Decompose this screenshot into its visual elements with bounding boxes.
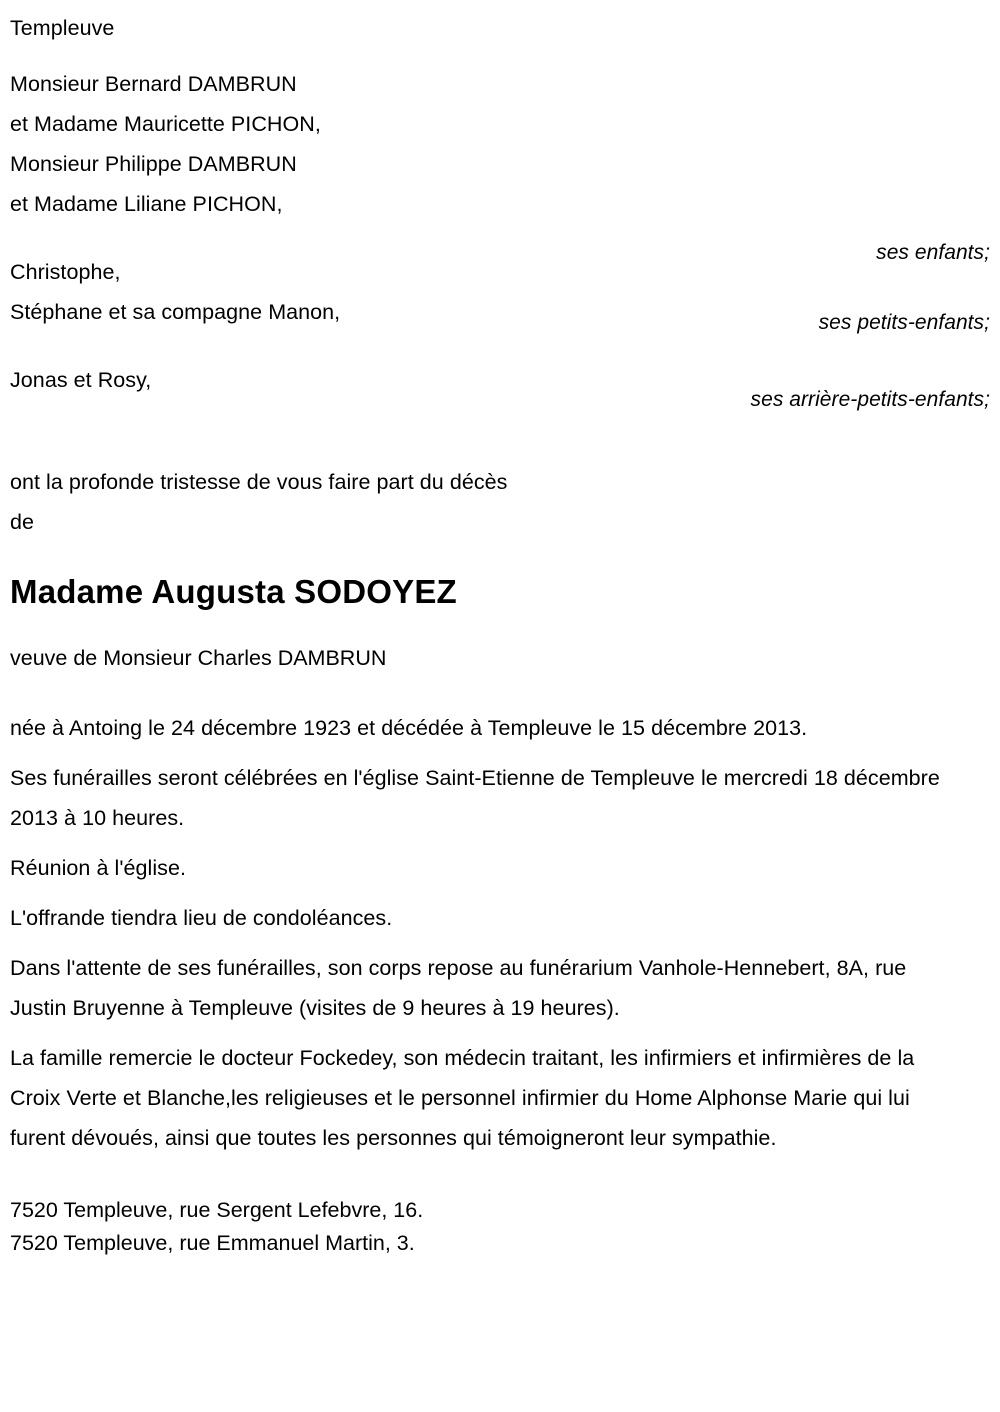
notice-content [10, 8, 990, 1260]
grandchildren-section [10, 252, 990, 332]
grandchildren-names [10, 252, 650, 332]
spacer [10, 48, 990, 64]
address-line: 7520 Templeuve, rue Sergent Lefebvre, 16. [10, 1198, 424, 1222]
children-name-line: Monsieur Philippe DAMBRUN [10, 152, 297, 176]
funeral-paragraph: Ses funérailles seront célébrées en l'église Saint-Etienne de Templeuve le mercredi 18 décembre 2013 à 10 heures. [10, 766, 940, 830]
birth-death-paragraph: née à Antoing le 24 décembre 1923 et décédée à Templeuve le 15 décembre 2013. [10, 716, 808, 740]
deceased-name-heading: Madame Augusta SODOYEZ [10, 573, 457, 610]
announcement-line-2: de [10, 510, 35, 534]
children-name-line: et Madame Mauricette PICHON, [10, 112, 321, 136]
greatgrandchild-name-line: Jonas et Rosy, [10, 368, 152, 392]
children-section [10, 64, 990, 264]
children-name-line: et Madame Liliane PICHON, [10, 192, 283, 216]
locality-line: Templeuve [10, 16, 115, 40]
spacer [10, 1168, 990, 1194]
address-line: 7520 Templeuve, rue Emmanuel Martin, 3. [10, 1231, 415, 1255]
greatgrandchildren-section [10, 360, 990, 411]
children-name-line: Monsieur Bernard DAMBRUN [10, 72, 297, 96]
grandchild-name-line: Christophe, [10, 260, 121, 284]
role-label-greatgrandchildren: ses arrière-petits-enfants; [750, 388, 990, 411]
announcement-line-1: ont la profonde tristesse de vous faire part du décès [10, 470, 508, 494]
role-label-children: ses enfants; [876, 241, 990, 264]
spacer [10, 678, 990, 708]
greatgrandchildren-names [10, 360, 650, 400]
grandchild-name-line: Stéphane et sa compagne Manon, [10, 300, 341, 324]
spacer [10, 614, 990, 638]
children-names [10, 64, 650, 224]
role-label-grandchildren: ses petits-enfants; [818, 311, 990, 334]
spacer [10, 542, 990, 570]
reunion-paragraph: Réunion à l'église. [10, 856, 186, 880]
offering-paragraph: L'offrande tiendra lieu de condoléances. [10, 906, 393, 930]
repose-paragraph: Dans l'attente de ses funérailles, son corps repose au funérarium Vanhole-Hennebert, 8A, rue Justin Bruyenne à Templeuve (visites de 9 heures à 19 heures). [10, 956, 907, 1020]
widow-of-line: veuve de Monsieur Charles DAMBRUN [10, 646, 387, 670]
thanks-paragraph: La famille remercie le docteur Fockedey, son médecin traitant, les infirmiers et infirmières de la Croix Verte et Blanche,les religieuses et le personnel infirmier du Home Alphonse Marie qui lui furent dévoués, ainsi que toutes les personnes qui témoigneront leur sympathie. [10, 1046, 915, 1150]
